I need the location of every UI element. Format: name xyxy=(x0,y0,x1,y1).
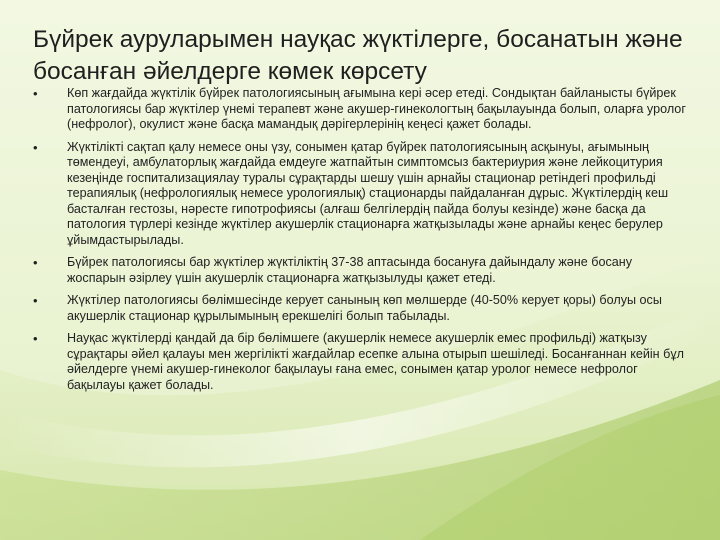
slide-title: Бүйрек ауруларымен науқас жүктілерге, босанатын және босанған әйелдерге көмек көрсету xyxy=(33,26,683,85)
bullet-text: Жүктілікті сақтап қалу немесе оны үзу, сонымен қатар бүйрек патологиясының асқынуы, ағымының төмендеуі, амбулаторлық жағдайда емдеуге жатпайтын симптомсыз бактериурия және лейкоцитурия кезеңінде госпитализациялау туралы сұрақтарды шешу үшін арнайы стационар ретіндегі профильді терапиялық (нефрологиялық немесе урологиялық) стационарды пайдаланған дұрыс. Жүктілердің кеш басталған гестозы, нәресте гипотрофиясы (алғаш белгілердің пайда болуы кезінде) және басқа да патология түрлері кезінде жүктілер акушерлік стационарға жатқызылады және арнайы кеңес берулер ұйымдастырылады. xyxy=(67,139,669,247)
bullet-icon: • xyxy=(33,293,38,308)
bullet-text: Көп жағдайда жүктілік бүйрек патологиясының ағымына кері әсер етеді. Сондықтан байланысты бүйрек патологиясы бар жүктілер үнемі терапевт және акушер-гинекологтың бақылауында болып, оларға уролог (нефролог), окулист және басқа мамандық дәрігерлерінің кеңесі қажет болады. xyxy=(67,86,686,131)
list-item xyxy=(33,293,689,324)
bullet-icon: • xyxy=(33,139,38,155)
bullet-text: Бүйрек патологиясы бар жүктілер жүктіліктің 37-38 аптасында босануға дайындалу және босану жоспарын әзірлеу үшін акушерлік стационарға жатқызылуды қажет етеді. xyxy=(67,255,633,285)
list-item xyxy=(33,140,689,249)
list-item xyxy=(33,331,689,393)
bullet-icon: • xyxy=(33,331,38,346)
bullet-list xyxy=(33,86,689,400)
list-item xyxy=(33,255,689,286)
bullet-icon: • xyxy=(33,86,38,101)
bullet-text: Науқас жүктілерді қандай да бір бөлімшеге (акушерлік немесе акушерлік емес профильді) жатқызу сұрақтары әйел қалауы мен жергілікті жағдайлар есепке алына отырып шешіледі. Босанғаннан кейін бұл әйелдерге үнемі акушер-гинеколог бақылауы ғана емес, сонымен қатар уролог немесе нефролог бақылауы қажет болады. xyxy=(67,331,684,392)
list-item xyxy=(33,86,689,133)
bullet-icon: • xyxy=(33,255,38,270)
bullet-text: Жүктілер патологиясы бөлімшесінде керует санының көп мөлшерде (40-50% керует қоры) болуы осы акушерлік стационар құрылымының ерекшелігі болып табылады. xyxy=(67,293,662,323)
